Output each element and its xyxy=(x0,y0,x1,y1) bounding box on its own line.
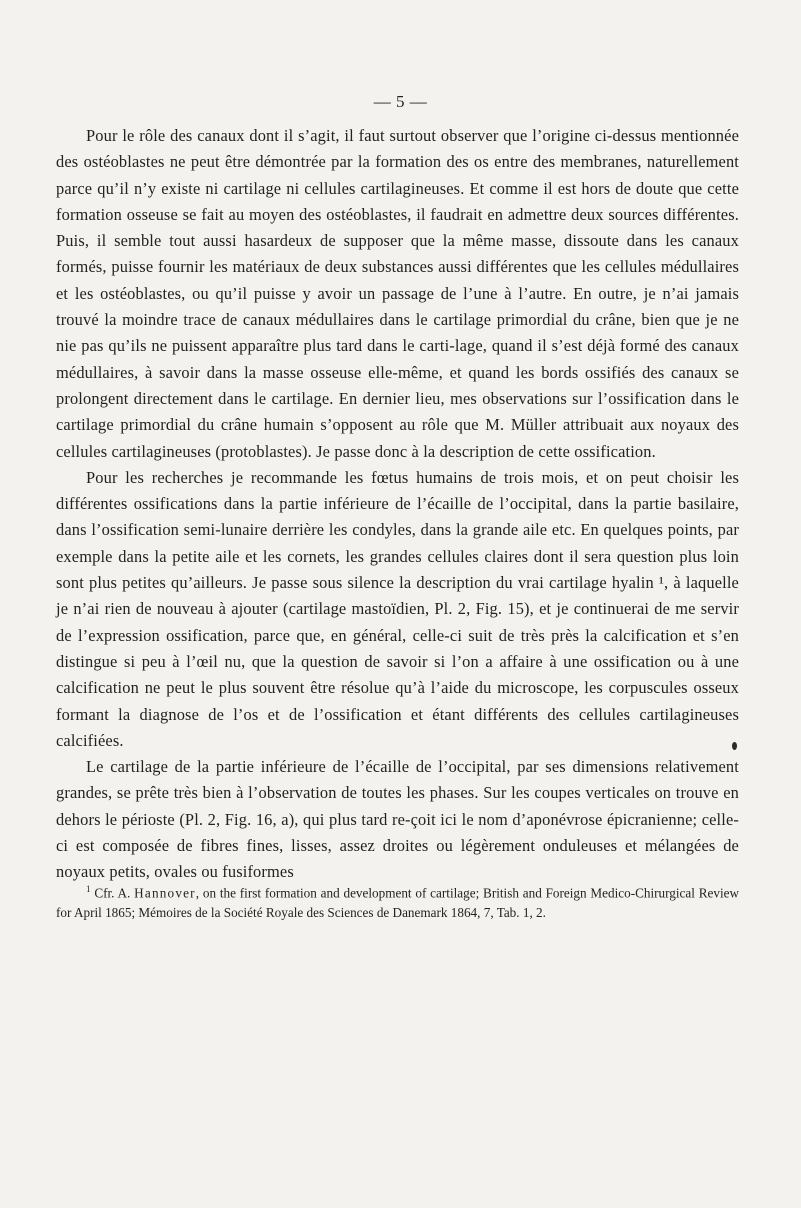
ink-speck xyxy=(732,742,737,750)
footnote-text: , on the first formation and development of cartilage; British and Foreign Medico-Chirurgical Review for April 1865; Mémoires de la Société Royale des Sciences de Danemark 1864, 7, Tab. 1, 2. xyxy=(56,885,740,920)
paragraph-cartilage-occipital: Le cartilage de la partie inférieure de l’écaille de l’occipital, par ses dimensions relativement grandes, se prête très bien à l’observation de toutes les phases. Sur les coupes verticales on trouve en dehors le périoste (Pl. 2, Fig. 16, a), qui plus tard re-çoit ici le nom d’aponévrose épicranienne; celle-ci est composée de fibres fines, lisses, assez droites ou légèrement onduleuses et mélangées de noyaux petits, ovales ou fusiformes xyxy=(56,757,739,882)
footnote-marker: 1 xyxy=(86,884,91,894)
paragraph-recherches: Pour les recherches je recommande les fœtus humains de trois mois, et on peut choisir les différentes ossifications dans la partie inférieure de l’écaille de l’occipital, dans la partie basilaire, dans l’ossification semi-lunaire derrière les condyles, dans la grande aile etc. En quelques points, par exemple dans la petite aile et les cornets, les grandes cellules claires dont il sera question plus loin sont plus petites qu’ailleurs. Je passe sous silence la description du vrai cartilage hyalin ¹, à laquelle je n’ai rien de nouveau à ajouter (cartilage mastoïdien, Pl. 2, Fig. 15), et je continuerai de me servir de l’expression ossification, parce que, en général, celle-ci suit de très près la calcification et s’en distingue si peu à l’œil nu, que la question de savoir si l’on a affaire à une ossification ou à une calcification ne peut le plus souvent être résolue qu’à l’aide du microscope, les corpuscules osseux formant la diagnose de l’os et de l’ossification et étant différents des cellules cartilagineuses calcifiées. xyxy=(56,467,739,750)
footnote-section xyxy=(56,880,739,922)
footnote-1 xyxy=(56,880,739,922)
footnote-author: Hannover xyxy=(134,885,196,901)
footnote-prefix: Cfr. A. xyxy=(94,885,135,901)
page-number: — 5 — xyxy=(373,92,428,111)
main-text xyxy=(56,123,739,886)
paragraph-canaux: Pour le rôle des canaux dont il s’agit, il faut surtout observer que l’origine ci-dessus mentionnée des ostéoblastes ne peut être démontrée par la formation des os entre des membranes, naturellement parce qu’il n’y existe ni cartilage ni cellules cartilagineuses. Et comme il est hors de doute que cette formation osseuse se fait au moyen des ostéoblastes, il faudrait en admettre deux sources différentes. Puis, il semble tout aussi hasardeux de supposer que la même masse, dissoute dans les canaux formés, puisse fournir les matériaux de deux substances aussi différentes que les cellules médullaires et les ostéoblastes, ou qu’il puisse y avoir un passage de l’une à l’autre. En outre, je n’ai jamais trouvé la moindre trace de canaux médullaires dans le cartilage primordial du crâne, bien que je ne nie pas qu’ils ne puissent apparaître plus tard dans le carti-lage, quand il s’est déjà formé des canaux médullaires, à savoir dans la masse osseuse elle-même, et quand les bords ossifiés des canaux se prolongent directement dans le cartilage. En dernier lieu, mes observations sur l’ossification dans le cartilage primordial du crâne humain s’opposent au rôle que M. Müller attribuait aux noyaux des cellules cartilagineuses (protoblastes). Je passe donc à la description de cette ossification. xyxy=(56,126,739,461)
